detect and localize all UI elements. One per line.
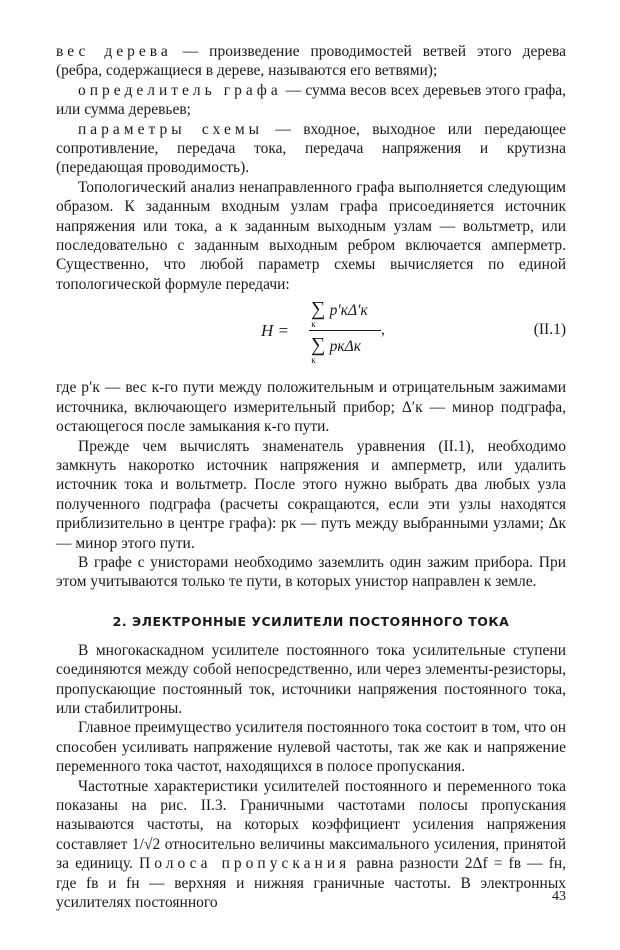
paragraph-topological-analysis: Топологический анализ ненаправленного графа выполняется следующим образом. К заданным входным узлам графа присоединяется источник напряжения или тока, а к заданным выходным узлам — вольтметр, или последовательно с заданным выходным ребром включается амперметр. Существенно, что любой параметр схемы вычисляется по единой топологической формуле передачи: <box>56 178 566 293</box>
definition-parameters-text: — входное, выходное или передающее сопротивление, передача тока, передача напряжения и крутизна (передающая проводимость). <box>56 120 567 177</box>
sum-index: к <box>311 355 316 366</box>
sum-symbol: ∑ <box>311 298 326 321</box>
formula-numerator <box>311 298 368 330</box>
definition-weight-text: — произведение проводимостей ветвей этого дерева (ребра, содержащиеся в дереве, называются его ветвями); <box>56 43 567 80</box>
section-heading: 2. ЭЛЕКТРОННЫЕ УСИЛИТЕЛИ ПОСТОЯННОГО ТОКА <box>112 613 510 629</box>
term-weight: вес дерева <box>56 43 172 60</box>
formula-comma: , <box>381 321 385 339</box>
denominator-text: pкΔк <box>329 338 361 356</box>
numerator-text: p′кΔ′к <box>329 302 368 320</box>
definition-determinant <box>56 81 566 120</box>
definition-weight <box>56 42 566 81</box>
paragraph-multistage: В многокаскадном усилителе постоянного тока усилительные ступени соединяются между собой непосредственно, или через элементы-резисторы, пропускающие постоянный ток, источники напряжения постоянного тока, или стабилитроны. <box>56 641 566 717</box>
sum-symbol: ∑ <box>311 334 326 357</box>
paragraph-denominator: Прежде чем вычислять знаменатель уравнения (II.1), необходимо замкнуть накоротко источник напряжения и амперметр, или удалить источник тока и вольтметр. После этого нужно выбрать два любых узла полученного подграфа (расчеты сокращаются, если эти узлы находятся приблизительно в центре графа): pк — путь между выбранными узлами; Δк — минор этого пути. <box>56 437 566 552</box>
fraction-bar <box>309 330 381 331</box>
term-parameters: параметры схемы <box>78 120 264 138</box>
formula-denominator <box>311 334 361 366</box>
paragraph-unistors: В графе с унисторами необходимо заземлить один зажим прибора. При этом учитываются только те пути, в которых унистор направлен к земле. <box>56 553 566 591</box>
sum-index: к <box>311 319 316 330</box>
paragraph-where: где p′к — вес к-го пути между положительным и отрицательным зажимами источника, включающего измерительный прибор; Δ′к — минор подграфа, остающегося после замыкания к-го пути. <box>56 379 566 436</box>
formula-lhs: H = <box>261 321 289 341</box>
paragraph-frequency <box>56 777 566 913</box>
equation-number: (II.1) <box>533 321 566 339</box>
term-bandwidth: Полоса пропускания <box>139 855 351 873</box>
definition-parameters <box>56 120 566 178</box>
frequency-text-b: равна разности 2Δf = fв — fн, где fв и fн — верхняя и нижняя граничные частоты. В электронных усилителях постоянного <box>56 855 567 912</box>
definition-determinant-text: — сумма весов всех деревьев этого графа, или сумма деревьев; <box>56 81 566 119</box>
frequency-text-a: Частотные характеристики усилителей постоянного и переменного тока показаны на рис. II.3. Граничными частотами полосы пропускания называются частоты, на которых коэффициент усиления напряжения составляет 1/√2 относительно величины максимального усиления, принятой за единицу. <box>56 777 566 873</box>
transfer-formula <box>56 296 566 374</box>
term-determinant: определитель графа <box>78 81 282 99</box>
page-number: 43 <box>552 889 566 904</box>
paragraph-advantage: Главное преимущество усилителя постоянного тока состоит в том, что он способен усиливать напряжение нулевой частоты, так же как и напряжение переменного тока частот, находящихся в полосе пропускания. <box>56 719 566 776</box>
